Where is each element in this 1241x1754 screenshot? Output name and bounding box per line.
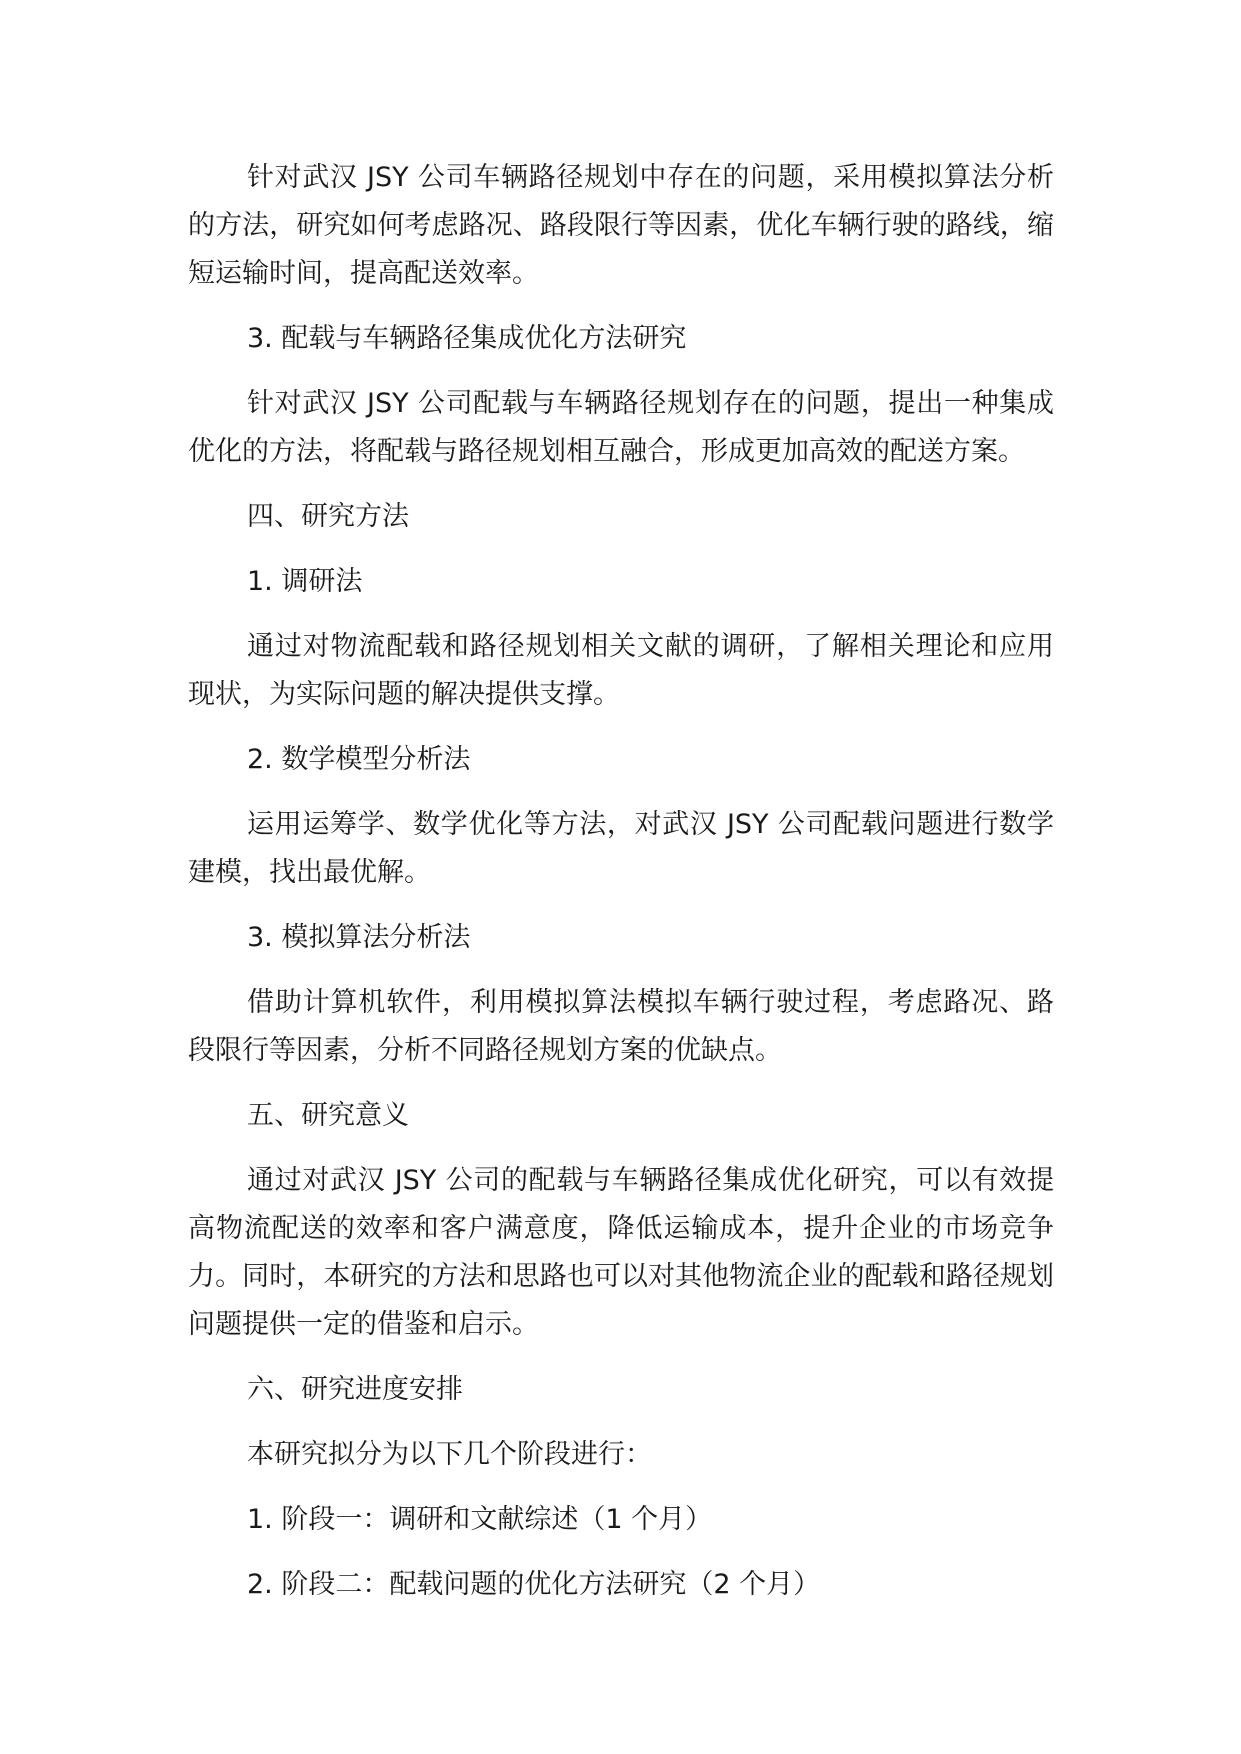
section-heading-research-methods: 四、研究方法 (247, 501, 409, 532)
schedule-item-stage-two: 2. 阶段二：配载问题的优化方法研究（2 个月） (247, 1569, 821, 1600)
heading-simulation-method: 3. 模拟算法分析法 (247, 922, 471, 953)
paragraph-survey-method: 通过对物流配载和路径规划相关文献的调研，了解相关理论和应用现状，为实际问题的解决提供支撑。 (188, 631, 1054, 710)
paragraph-simulation-method: 借助计算机软件，利用模拟算法模拟车辆行驶过程，考虑路况、路段限行等因素，分析不同路径规划方案的优缺点。 (188, 987, 1054, 1066)
paragraph-route-planning-method: 针对武汉 JSY 公司车辆路径规划中存在的问题，采用模拟算法分析的方法，研究如何考虑路况、路段限行等因素，优化车辆行驶的路线，缩短运输时间，提高配送效率。 (188, 162, 1054, 289)
section-heading-schedule: 六、研究进度安排 (247, 1374, 463, 1405)
paragraph-schedule-intro: 本研究拟分为以下几个阶段进行： (247, 1439, 652, 1470)
document-page (188, 154, 1054, 1626)
heading-integrated-optimization: 3. 配载与车辆路径集成优化方法研究 (247, 323, 687, 354)
paragraph-integrated-optimization: 针对武汉 JSY 公司配载与车辆路径规划存在的问题，提出一种集成优化的方法，将配载与路径规划相互融合，形成更加高效的配送方案。 (188, 388, 1054, 467)
heading-survey-method: 1. 调研法 (247, 566, 363, 597)
paragraph-math-model-method: 运用运筹学、数学优化等方法，对武汉 JSY 公司配载问题进行数学建模，找出最优解。 (188, 809, 1054, 888)
schedule-item-stage-one: 1. 阶段一：调研和文献综述（1 个月） (247, 1504, 713, 1535)
paragraph-significance: 通过对武汉 JSY 公司的配载与车辆路径集成优化研究，可以有效提高物流配送的效率和客户满意度，降低运输成本，提升企业的市场竞争力。同时，本研究的方法和思路也可以对其他物流企业的配载和路径规划问题提供一定的借鉴和启示。 (188, 1165, 1054, 1340)
section-heading-significance: 五、研究意义 (247, 1100, 409, 1131)
heading-math-model-method: 2. 数学模型分析法 (247, 744, 471, 775)
